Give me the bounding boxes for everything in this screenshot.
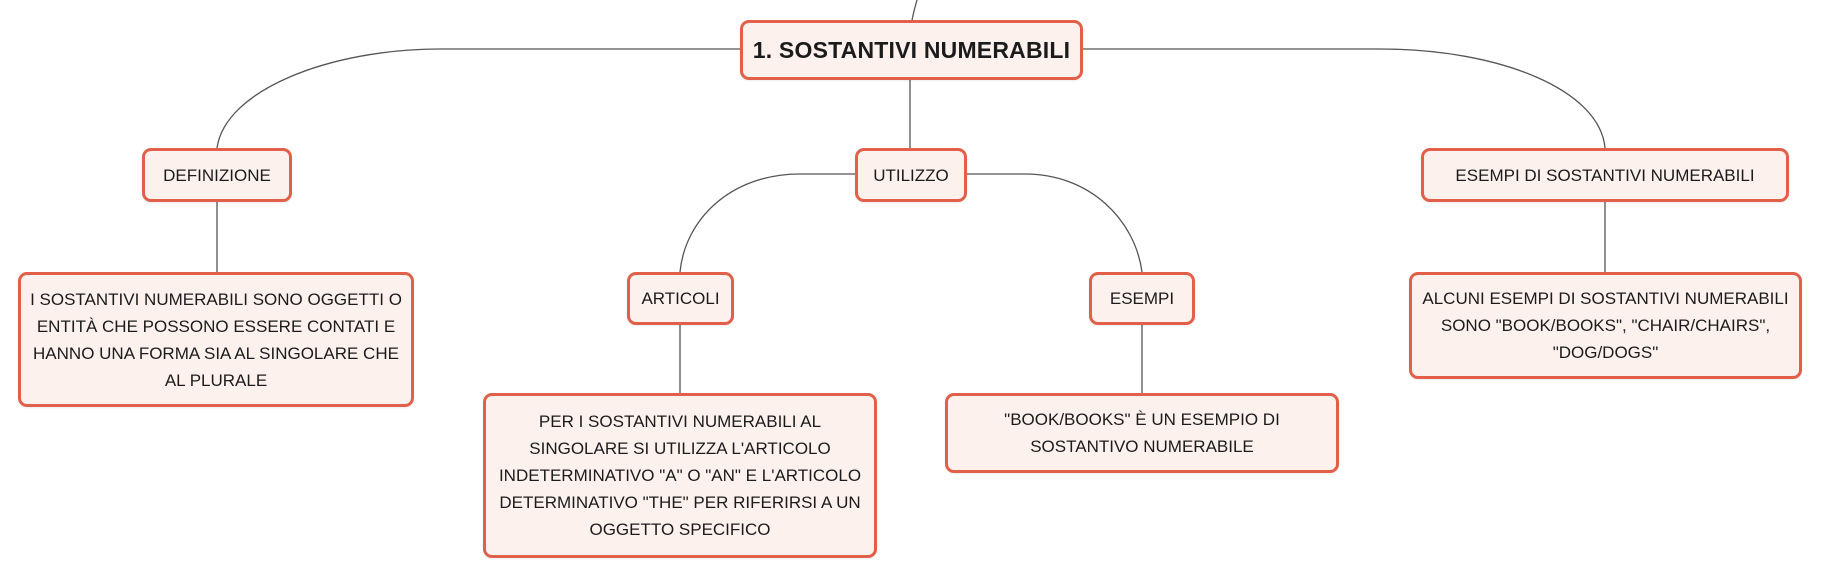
topic-utilizzo[interactable] bbox=[855, 148, 967, 202]
topic-articoli-text-label: PER I SOSTANTIVI NUMERABILI AL SINGOLARE SI UTILIZZA L'ARTICOLO INDETERMINATIVO "A" O "AN" E L'ARTICOLO DETERMINATIVO "THE" PER RIFERIRSI A UN OGGETTO SPECIFICO bbox=[498, 412, 862, 539]
topic-esempi-sostantivi-label: ESEMPI DI SOSTANTIVI NUMERABILI bbox=[1455, 165, 1755, 185]
topic-esempi-sostantivi[interactable] bbox=[1421, 148, 1789, 202]
topic-esempi-text[interactable] bbox=[945, 393, 1339, 473]
topic-articoli[interactable] bbox=[627, 272, 734, 325]
root-topic-label: 1. SOSTANTIVI NUMERABILI bbox=[752, 36, 1071, 63]
connector-parent-root bbox=[912, 0, 917, 20]
connector-root-esempi-sostantivi bbox=[1083, 49, 1605, 148]
topic-definizione-text[interactable] bbox=[18, 272, 414, 407]
topic-esempi-sostantivi-text-label: ALCUNI ESEMPI DI SOSTANTIVI NUMERABILI SONO "BOOK/BOOKS", "CHAIR/CHAIRS", "DOG/DOGS" bbox=[1422, 289, 1789, 362]
topic-definizione-text-label: I SOSTANTIVI NUMERABILI SONO OGGETTI O ENTITÀ CHE POSSONO ESSERE CONTATI E HANNO UNA FORMA SIA AL SINGOLARE CHE AL PLURALE bbox=[30, 289, 402, 390]
topic-utilizzo-label: UTILIZZO bbox=[873, 165, 949, 185]
topic-esempi-text-label: "BOOK/BOOKS" È UN ESEMPIO DI SOSTANTIVO NUMERABILE bbox=[1004, 410, 1280, 456]
topic-definizione-label: DEFINIZIONE bbox=[163, 165, 271, 185]
topic-esempi[interactable] bbox=[1089, 272, 1195, 325]
connector-root-definizione bbox=[217, 49, 740, 148]
topic-esempi-sostantivi-text[interactable] bbox=[1409, 272, 1802, 379]
connector-utilizzo-articoli bbox=[680, 174, 855, 272]
topic-articoli-text[interactable] bbox=[483, 393, 877, 558]
root-topic[interactable] bbox=[740, 20, 1083, 80]
connector-utilizzo-esempi bbox=[965, 174, 1142, 272]
topic-articoli-label: ARTICOLI bbox=[641, 289, 720, 308]
topic-definizione[interactable] bbox=[142, 148, 292, 202]
topic-esempi-label: ESEMPI bbox=[1109, 289, 1175, 308]
